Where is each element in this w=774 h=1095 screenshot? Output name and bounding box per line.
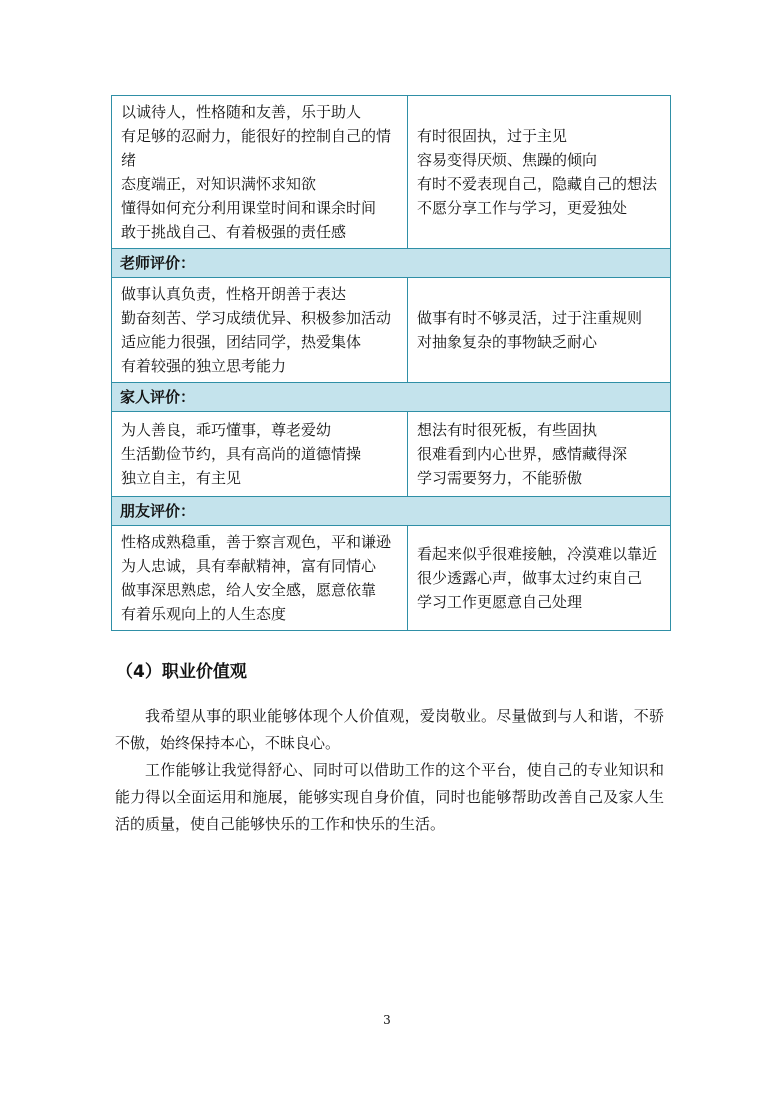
teacher-header-row: [112, 249, 671, 278]
family-strengths-cell: [112, 412, 408, 497]
evaluation-table: [111, 95, 671, 631]
list-item: 学习需要努力，不能骄傲: [417, 469, 583, 487]
family-evaluation-header: 家人评价：: [112, 383, 671, 412]
list-item: 做事深思熟虑，给人安全感，愿意依靠: [121, 581, 377, 599]
body-paragraph: 工作能够让我觉得舒心、同时可以借助工作的这个平台，使自己的专业知识和能力得以全面运用和施展，能够实现自身价值，同时也能够帮助改善自己及家人生活的质量，使自己能够快乐的工作和快乐的生活。: [115, 761, 664, 833]
friend-strengths-cell: [112, 526, 408, 631]
family-weaknesses-cell: [408, 412, 671, 497]
list-item: 生活勤俭节约，具有高尚的道德情操: [121, 445, 362, 463]
list-item: 有时很固执，过于主见: [417, 127, 568, 145]
teacher-evaluation-header: 老师评价：: [112, 249, 671, 278]
list-item: 很少透露心声，做事太过约束自己: [417, 569, 643, 587]
family-evaluation-row: [112, 412, 671, 497]
list-item: 有时不爱表现自己，隐藏自己的想法: [417, 175, 658, 193]
list-item: 很难看到内心世界，感情藏得深: [417, 445, 628, 463]
list-item: 态度端正，对知识满怀求知欲: [121, 175, 317, 193]
list-item: 为人善良，乖巧懂事，尊老爱幼: [121, 421, 332, 439]
self-weaknesses-cell: [408, 96, 671, 249]
teacher-strengths-cell: [112, 278, 408, 383]
self-evaluation-row: [112, 96, 671, 249]
teacher-evaluation-row: [112, 278, 671, 383]
list-item: 有足够的忍耐力，能很好的控制自己的情绪: [121, 127, 392, 169]
list-item: 想法有时很死板，有些固执: [417, 421, 598, 439]
friend-evaluation-header: 朋友评价：: [112, 497, 671, 526]
list-item: 有着乐观向上的人生态度: [121, 605, 287, 623]
friend-evaluation-row: [112, 526, 671, 631]
family-header-row: [112, 383, 671, 412]
list-item: 有着较强的独立思考能力: [121, 357, 287, 375]
list-item: 适应能力很强，团结同学，热爱集体: [121, 333, 362, 351]
page-number: 3: [383, 1013, 391, 1027]
friend-weaknesses-cell: [408, 526, 671, 631]
list-item: 对抽象复杂的事物缺乏耐心: [417, 333, 598, 351]
list-item: 不愿分享工作与学习，更爱独处: [417, 199, 628, 217]
list-item: 勤奋刻苦、学习成绩优异、积极参加活动: [121, 309, 392, 327]
friend-header-row: [112, 497, 671, 526]
list-item: 容易变得厌烦、焦躁的倾向: [417, 151, 598, 169]
list-item: 做事有时不够灵活，过于注重规则: [417, 309, 643, 327]
self-strengths-cell: [112, 96, 408, 249]
list-item: 敢于挑战自己、有着极强的责任感: [121, 223, 347, 241]
list-item: 做事认真负责，性格开朗善于表达: [121, 285, 347, 303]
list-item: 懂得如何充分利用课堂时间和课余时间: [121, 199, 377, 217]
section-heading: （4）职业价值观: [116, 662, 247, 682]
list-item: 独立自主，有主见: [121, 469, 242, 487]
list-item: 以诚待人，性格随和友善，乐于助人: [121, 103, 362, 121]
list-item: 性格成熟稳重，善于察言观色，平和谦逊: [121, 533, 392, 551]
list-item: 为人忠诚，具有奉献精神，富有同情心: [121, 557, 377, 575]
list-item: 看起来似乎很难接触，冷漠难以靠近: [417, 545, 658, 563]
teacher-weaknesses-cell: [408, 278, 671, 383]
body-paragraph: 我希望从事的职业能够体现个人价值观，爱岗敬业。尽量做到与人和谐，不骄不傲，始终保持本心，不昧良心。: [115, 707, 664, 752]
list-item: 学习工作更愿意自己处理: [417, 593, 583, 611]
